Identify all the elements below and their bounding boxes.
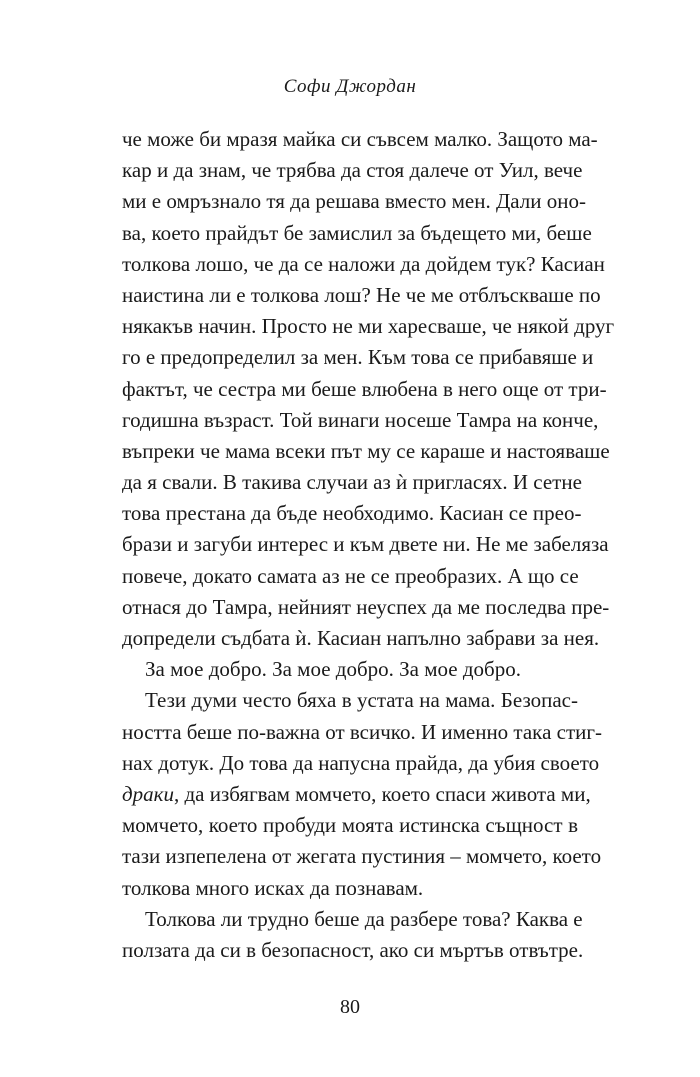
text-line: За мое добро. За мое добро. За мое добро. <box>145 657 521 682</box>
text-line: Толкова ли трудно беше да разбере това? Каква е <box>145 906 583 931</box>
text-line: тази изпепелена от жегата пустиния – момчето, което <box>122 844 602 869</box>
text-line: фактът, че сестра ми беше влюбена в него още от три- <box>122 376 607 401</box>
text-line: го е предопределил за мен. Към това се прибавяше и <box>122 345 594 370</box>
paragraph <box>122 124 615 654</box>
text-line: наистина ли е толкова лош? Не че ме отблъскваше по <box>122 282 601 307</box>
paragraph <box>122 904 584 966</box>
text-line: повече, докато самата аз не се преобразих. А що се <box>122 563 579 588</box>
text-line: ността беше по-важна от всичко. И именно така стиг- <box>122 719 602 744</box>
paragraph <box>122 654 578 685</box>
text-line: Тези думи често бяха в устата на мама. Безопас- <box>145 688 578 713</box>
text-line: въпреки че мама всеки път му се караше и настояваше <box>122 438 610 463</box>
text-line: годишна възраст. Той винаги носеше Тамра на конче, <box>122 407 599 432</box>
text-line-rest: , да избягвам момчето, което спаси живота ми, <box>173 781 591 806</box>
text-line: някакъв начин. Просто не ми харесваше, че някой друг <box>122 314 615 339</box>
text-line <box>122 779 591 810</box>
text-line: брази и загуби интерес и към двете ни. Не ме забеляза <box>122 532 609 557</box>
text-line: ва, което прайдът бе замислил за бъдещето ми, беше <box>122 220 592 245</box>
text-line: толкова лошо, че да се наложи да дойдем тук? Касиан <box>122 251 605 276</box>
italic-word: драки <box>122 781 174 806</box>
page-number: 80 <box>340 996 360 1018</box>
text-line: ползата да си в безопасност, ако си мъртъв отвътре. <box>122 937 584 962</box>
text-line: толкова много исках да познавам. <box>122 875 424 900</box>
body-text <box>122 124 615 966</box>
paragraph <box>122 685 602 903</box>
text-line: момчето, което пробуди моята истинска същност в <box>122 813 578 838</box>
text-line: ми е омръзнало тя да решава вместо мен. Дали оно- <box>122 189 586 214</box>
text-line: отнася до Тамра, нейният неуспех да ме последва пре- <box>122 594 610 619</box>
text-line: кар и да знам, че трябва да стоя далече от Уил, вече <box>122 158 583 183</box>
text-line: да я свали. В такива случаи аз ѝ пригласях. И сетне <box>122 470 582 495</box>
text-line: че може би мразя майка си съвсем малко. Защото ма- <box>122 127 598 151</box>
text-line: нах дотук. До това да напусна прайда, да убия своето <box>122 750 600 775</box>
text-line: допредели съдбата ѝ. Касиан напълно забрави за нея. <box>122 626 600 650</box>
running-head-author: Софи Джордан <box>283 76 417 97</box>
text-line: това престана да бъде необходимо. Касиан се прео- <box>122 501 582 526</box>
